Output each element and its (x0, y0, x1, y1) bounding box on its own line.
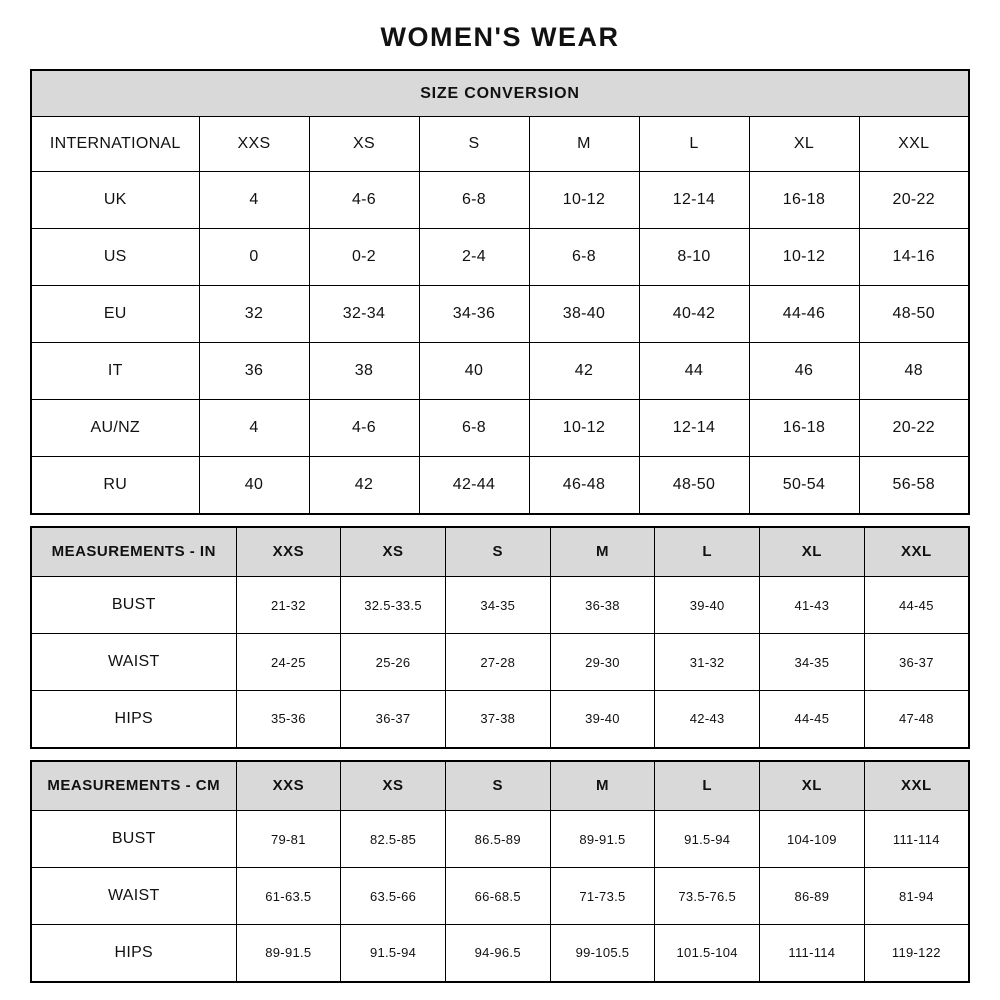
measurements-in-table (30, 526, 970, 749)
value-cell: 35-36 (236, 691, 341, 748)
value-cell: 81-94 (864, 868, 969, 925)
value-cell: 20-22 (859, 172, 969, 229)
value-cell: 42 (529, 343, 639, 400)
value-cell: 38-40 (529, 286, 639, 343)
value-cell: 32 (199, 286, 309, 343)
table-row-hips (31, 691, 969, 748)
col-header-xl: XL (760, 527, 865, 577)
row-label-au-nz: AU/NZ (31, 400, 199, 457)
row-label-ru: RU (31, 457, 199, 514)
measurements-cm-table (30, 760, 970, 983)
value-cell: 86.5-89 (445, 811, 550, 868)
value-cell: 6-8 (529, 229, 639, 286)
measurements-in-body (31, 577, 969, 748)
table-row-eu (31, 286, 969, 343)
row-label-bust: BUST (31, 811, 236, 868)
value-cell: 4 (199, 400, 309, 457)
table-row-it (31, 343, 969, 400)
value-cell: 86-89 (760, 868, 865, 925)
value-cell: 36-37 (341, 691, 446, 748)
value-cell: 111-114 (760, 925, 865, 982)
measurements-cm-header-row (31, 761, 969, 811)
value-cell: 40 (419, 343, 529, 400)
row-label-bust: BUST (31, 577, 236, 634)
value-cell: 32-34 (309, 286, 419, 343)
value-cell: 94-96.5 (445, 925, 550, 982)
value-cell: 0 (199, 229, 309, 286)
row-label-waist: WAIST (31, 868, 236, 925)
value-cell: 32.5-33.5 (341, 577, 446, 634)
value-cell: 71-73.5 (550, 868, 655, 925)
value-cell: 29-30 (550, 634, 655, 691)
value-cell: 41-43 (760, 577, 865, 634)
value-cell: 79-81 (236, 811, 341, 868)
value-cell: 46-48 (529, 457, 639, 514)
size-conversion-header-row (31, 117, 969, 172)
row-label-it: IT (31, 343, 199, 400)
value-cell: 20-22 (859, 400, 969, 457)
col-header-xxs: XXS (199, 117, 309, 172)
value-cell: 36-37 (864, 634, 969, 691)
value-cell: 73.5-76.5 (655, 868, 760, 925)
table-row-ru (31, 457, 969, 514)
value-cell: 99-105.5 (550, 925, 655, 982)
value-cell: 46 (749, 343, 859, 400)
col-header-m: M (550, 527, 655, 577)
value-cell: 8-10 (639, 229, 749, 286)
value-cell: 89-91.5 (550, 811, 655, 868)
col-header-xxs: XXS (236, 761, 341, 811)
value-cell: 48-50 (639, 457, 749, 514)
value-cell: 31-32 (655, 634, 760, 691)
value-cell: 4-6 (309, 400, 419, 457)
value-cell: 0-2 (309, 229, 419, 286)
table-row-hips (31, 925, 969, 982)
col-header-measurements-in: MEASUREMENTS - IN (31, 527, 236, 577)
col-header-l: L (655, 761, 760, 811)
value-cell: 50-54 (749, 457, 859, 514)
col-header-xs: XS (341, 761, 446, 811)
value-cell: 34-35 (760, 634, 865, 691)
col-header-m: M (529, 117, 639, 172)
col-header-xl: XL (760, 761, 865, 811)
value-cell: 6-8 (419, 172, 529, 229)
value-cell: 25-26 (341, 634, 446, 691)
value-cell: 39-40 (550, 691, 655, 748)
row-label-eu: EU (31, 286, 199, 343)
value-cell: 104-109 (760, 811, 865, 868)
table-row-waist (31, 868, 969, 925)
value-cell: 4-6 (309, 172, 419, 229)
value-cell: 36-38 (550, 577, 655, 634)
value-cell: 21-32 (236, 577, 341, 634)
value-cell: 111-114 (864, 811, 969, 868)
value-cell: 40-42 (639, 286, 749, 343)
row-label-hips: HIPS (31, 925, 236, 982)
col-header-xxl: XXL (864, 761, 969, 811)
value-cell: 61-63.5 (236, 868, 341, 925)
col-header-l: L (639, 117, 749, 172)
col-header-xxl: XXL (859, 117, 969, 172)
table-row-bust (31, 577, 969, 634)
col-header-xxs: XXS (236, 527, 341, 577)
measurements-cm-body (31, 811, 969, 982)
value-cell: 48-50 (859, 286, 969, 343)
table-row-bust (31, 811, 969, 868)
value-cell: 91.5-94 (655, 811, 760, 868)
page-title: WOMEN'S WEAR (380, 22, 620, 52)
value-cell: 10-12 (529, 400, 639, 457)
value-cell: 37-38 (445, 691, 550, 748)
col-header-xxl: XXL (864, 527, 969, 577)
size-conversion-table (30, 69, 970, 515)
value-cell: 12-14 (639, 400, 749, 457)
row-label-hips: HIPS (31, 691, 236, 748)
value-cell: 2-4 (419, 229, 529, 286)
row-label-waist: WAIST (31, 634, 236, 691)
value-cell: 44 (639, 343, 749, 400)
value-cell: 82.5-85 (341, 811, 446, 868)
col-header-xs: XS (309, 117, 419, 172)
value-cell: 39-40 (655, 577, 760, 634)
value-cell: 42 (309, 457, 419, 514)
value-cell: 91.5-94 (341, 925, 446, 982)
value-cell: 89-91.5 (236, 925, 341, 982)
value-cell: 4 (199, 172, 309, 229)
value-cell: 42-43 (655, 691, 760, 748)
col-header-xl: XL (749, 117, 859, 172)
size-conversion-title: SIZE CONVERSION (31, 70, 969, 117)
value-cell: 40 (199, 457, 309, 514)
table-row-us (31, 229, 969, 286)
col-header-s: S (445, 527, 550, 577)
measurements-in-header-row (31, 527, 969, 577)
value-cell: 14-16 (859, 229, 969, 286)
value-cell: 34-36 (419, 286, 529, 343)
col-header-m: M (550, 761, 655, 811)
size-conversion-banner-row (31, 70, 969, 117)
table-row-waist (31, 634, 969, 691)
value-cell: 44-45 (864, 577, 969, 634)
value-cell: 24-25 (236, 634, 341, 691)
value-cell: 119-122 (864, 925, 969, 982)
value-cell: 36 (199, 343, 309, 400)
row-label-us: US (31, 229, 199, 286)
value-cell: 47-48 (864, 691, 969, 748)
row-label-uk: UK (31, 172, 199, 229)
value-cell: 27-28 (445, 634, 550, 691)
value-cell: 10-12 (749, 229, 859, 286)
value-cell: 66-68.5 (445, 868, 550, 925)
col-header-measurements-cm: MEASUREMENTS - CM (31, 761, 236, 811)
size-conversion-body (31, 172, 969, 514)
value-cell: 34-35 (445, 577, 550, 634)
table-row-au-nz (31, 400, 969, 457)
col-header-international: INTERNATIONAL (31, 117, 199, 172)
value-cell: 44-46 (749, 286, 859, 343)
value-cell: 63.5-66 (341, 868, 446, 925)
col-header-s: S (445, 761, 550, 811)
value-cell: 6-8 (419, 400, 529, 457)
value-cell: 38 (309, 343, 419, 400)
value-cell: 10-12 (529, 172, 639, 229)
value-cell: 12-14 (639, 172, 749, 229)
value-cell: 44-45 (760, 691, 865, 748)
value-cell: 16-18 (749, 172, 859, 229)
value-cell: 16-18 (749, 400, 859, 457)
col-header-xs: XS (341, 527, 446, 577)
value-cell: 101.5-104 (655, 925, 760, 982)
value-cell: 48 (859, 343, 969, 400)
col-header-l: L (655, 527, 760, 577)
col-header-s: S (419, 117, 529, 172)
table-row-uk (31, 172, 969, 229)
value-cell: 42-44 (419, 457, 529, 514)
value-cell: 56-58 (859, 457, 969, 514)
